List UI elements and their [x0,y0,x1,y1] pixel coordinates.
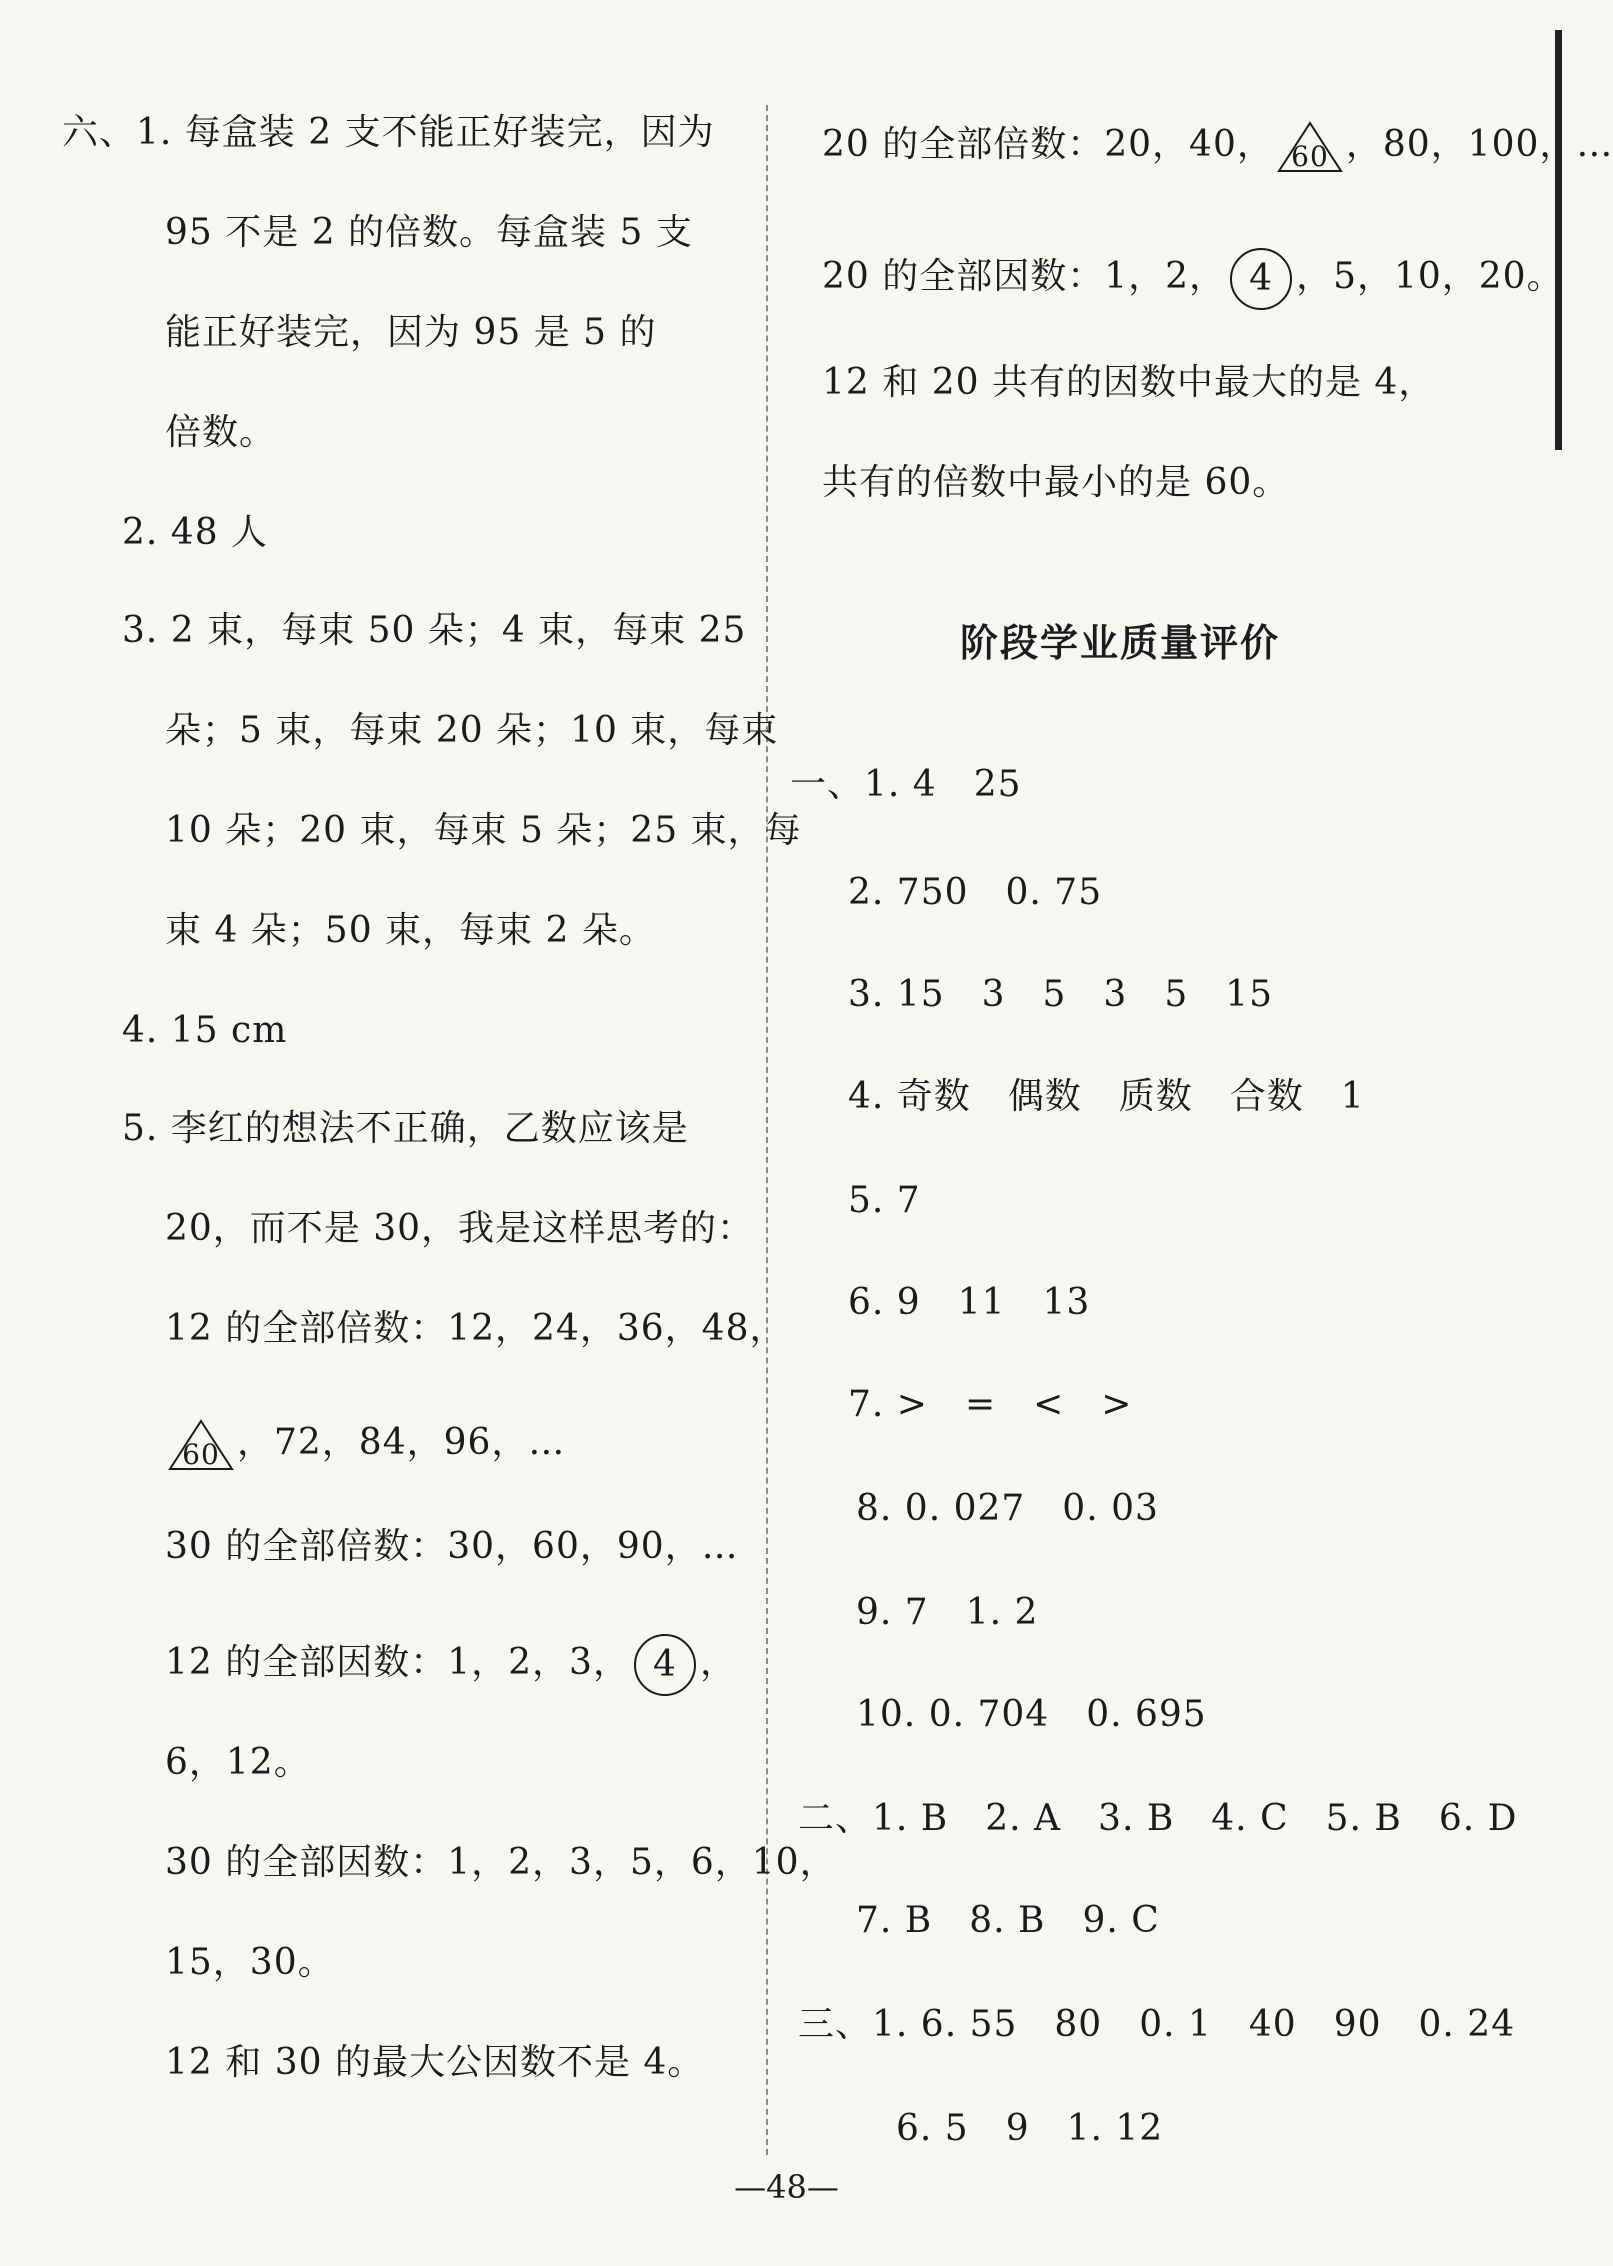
right-line-1-pre: 20 的全部倍数：20，40， [822,124,1274,165]
right-line-s7: 7. > = < > [848,1384,1133,1425]
left-line-20: 12 和 30 的最大公因数不是 4。 [165,2042,705,2083]
left-line-4: 倍数。 [165,412,277,453]
triangle-mark [1276,120,1344,174]
left-line-14 [165,1418,565,1472]
right-line-2 [822,248,1564,310]
circle-mark: 4 [634,1634,696,1696]
right-line-s2: 2. 750 0. 75 [848,872,1103,913]
left-line-6: 3. 2 束，每束 50 朵；4 束，每束 25 [122,610,747,651]
triangle-mark-text: 60 [1291,140,1329,173]
left-line-5: 2. 48 人 [122,512,269,553]
left-line-12: 20，而不是 30，我是这样思考的： [165,1208,755,1249]
right-line-4: 共有的倍数中最小的是 60。 [822,462,1290,503]
left-line-9: 束 4 朵；50 束，每束 2 朵。 [165,910,656,951]
right-line-s13: 三、1. 6. 55 80 0. 1 40 90 0. 24 [798,2004,1516,2045]
right-line-s9: 9. 7 1. 2 [856,1592,1039,1633]
left-line-8: 10 朵；20 束，每束 5 朵；25 束，每 [165,810,802,851]
right-line-s14: 6. 5 9 1. 12 [896,2108,1164,2149]
section-heading: 阶段学业质量评价 [959,621,1280,665]
page-number: —48— [734,2168,839,2206]
right-line-1-post: ，80，100，… [1345,124,1613,165]
left-line-16 [165,1634,737,1696]
left-line-19: 15，30。 [165,1942,335,1983]
left-line-13: 12 的全部倍数：12，24，36，48， [165,1308,787,1349]
right-line-s8: 8. 0. 027 0. 03 [856,1488,1159,1529]
left-line-17: 6，12。 [165,1742,311,1783]
left-line-11: 5. 李红的想法不正确，乙数应该是 [122,1108,689,1149]
right-line-s3: 3. 15 3 5 3 5 15 [848,974,1274,1015]
triangle-mark [167,1418,235,1472]
right-line-s4: 4. 奇数 偶数 质数 合数 1 [848,1076,1365,1117]
page-edge-shadow [1555,30,1562,450]
right-line-s6: 6. 9 11 13 [848,1282,1091,1323]
left-line-3: 能正好装完，因为 95 是 5 的 [165,312,657,353]
right-line-s11: 二、1. B 2. A 3. B 4. C 5. B 6. D [798,1798,1518,1839]
right-line-3: 12 和 20 共有的因数中最大的是 4， [822,362,1436,403]
left-line-15: 30 的全部倍数：30，60，90，… [165,1526,739,1567]
left-line-2: 95 不是 2 的倍数。每盒装 5 支 [165,212,693,253]
left-line-10: 4. 15 cm [122,1010,288,1051]
right-line-s12: 7. B 8. B 9. C [856,1900,1160,1941]
left-line-14-rest: ，72，84，96，… [237,1422,566,1463]
right-line-s1: 一、1. 4 25 [790,764,1022,805]
left-line-1: 六、1. 每盒装 2 支不能正好装完，因为 [62,112,715,153]
left-line-16-post: ， [699,1642,737,1683]
right-line-s10: 10. 0. 704 0. 695 [856,1694,1207,1735]
triangle-mark-text: 60 [182,1438,220,1471]
right-line-s5: 5. 7 [848,1180,921,1221]
left-line-18: 30 的全部因数：1，2，3，5，6，10， [165,1842,837,1883]
right-line-2-pre: 20 的全部因数：1，2， [822,256,1227,297]
right-line-1 [822,120,1613,174]
left-line-16-pre: 12 的全部因数：1，2，3， [165,1642,630,1683]
left-line-7: 朵；5 束，每束 20 朵；10 束，每束 [165,710,779,751]
circle-mark: 4 [1230,248,1292,310]
right-line-2-post: ，5，10，20。 [1296,256,1564,297]
